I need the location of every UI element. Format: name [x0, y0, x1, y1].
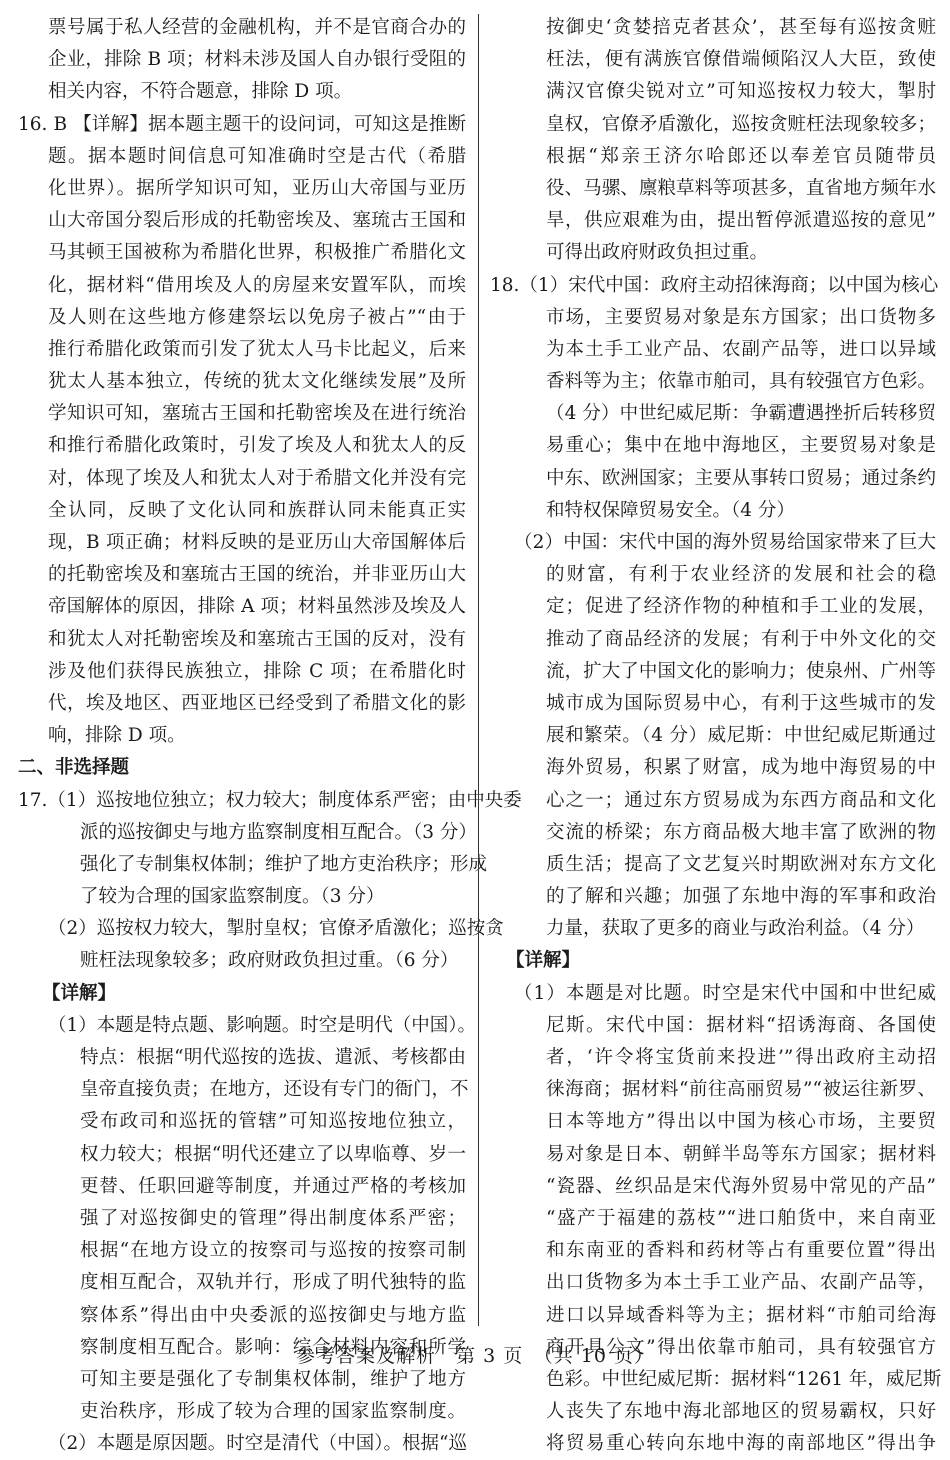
text-line: 化，据材料“借用埃及人的房屋来安置军队，而埃: [48, 274, 466, 296]
text-line: 推动了商品经济的发展；有利于中外文化的交: [546, 628, 936, 650]
text-line: 特点：根据“明代巡按的选拔、遣派、考核都由: [80, 1047, 466, 1068]
text-line: 察体系”得出由中央委派的巡按御史与地方监: [80, 1304, 466, 1326]
text-line: 【详解】: [42, 982, 117, 1004]
text-line: 皇权，官僚矛盾激化，巡按贪赃枉法现象较多；: [546, 113, 936, 135]
text-line: 枉法，便有满族官僚借端倾陷汉人大臣，致使: [546, 49, 936, 71]
text-line: 17.（1）巡按地位独立；权力较大；制度体系严密；由中央委: [18, 789, 522, 811]
text-line: 马其顿王国被称为希腊化世界，积极推广希腊化文: [48, 242, 466, 264]
text-line: 海外贸易，积累了财富，成为地中海贸易的中: [546, 757, 936, 779]
text-line: 展和繁荣。（4 分）威尼斯：中世纪威尼斯通过: [546, 725, 936, 747]
text-line: 帝国解体的原因，排除 A 项；材料虽然涉及埃及人: [48, 596, 466, 618]
text-line: 力量，获取了更多的商业与政治利益。（4 分）: [546, 918, 925, 940]
text-line: 企业，排除 B 项；材料未涉及国人自办银行受阻的: [48, 49, 466, 71]
text-line: 流，扩大了中国文化的影响力；使泉州、广州等: [546, 660, 936, 682]
text-line: 的了解和兴趣；加强了东地中海的军事和政治: [546, 886, 936, 908]
text-line: 犹太人基本独立，传统的犹太文化继续发展”及所: [48, 371, 466, 393]
text-line: 心之一；通过东方贸易成为东西方商品和文化: [546, 789, 936, 811]
text-line: 察制度相互配合。影响：综合材料内容和所学: [80, 1336, 466, 1358]
text-line: 易对象是日本、朝鲜半岛等东方国家；据材料: [546, 1143, 936, 1165]
text-line: “瓷器、丝织品是宋代海外贸易中常见的产品”: [546, 1175, 936, 1197]
text-line: 涉及他们获得民族独立，排除 C 项；在希腊化时: [48, 660, 466, 682]
text-line: 代，埃及地区、西亚地区已经受到了希腊文化的影: [48, 692, 466, 714]
text-line: 更替、任职回避等制度，并通过严格的考核加: [80, 1175, 466, 1197]
text-line: 响，排除 D 项。: [48, 725, 186, 747]
text-line: （2）巡按权力较大，掣肘皇权；官僚矛盾激化；巡按贪: [48, 918, 504, 940]
text-line: 日本等地方”得出以中国为核心市场，主要贸: [546, 1111, 936, 1133]
text-line: 尼斯。宋代中国：据材料“招诱海商、各国使: [546, 1014, 936, 1036]
text-line: 赃枉法现象较多；政府财政负担过重。（6 分）: [80, 950, 459, 972]
text-line: 山大帝国分裂后形成的托勒密埃及、塞琉古王国和: [48, 210, 466, 232]
text-line: 和特权保障贸易安全。（4 分）: [546, 499, 795, 521]
text-line: 现，B 项正确；材料反映的是亚历山大帝国解体后: [48, 532, 466, 553]
text-line: 二、非选择题: [18, 757, 130, 779]
text-line: 皇帝直接负责；在地方，还设有专门的衙门，不: [80, 1079, 469, 1101]
right-column: [490, 12, 942, 1460]
text-line: 化世界）。据所学知识可知，亚历山大帝国与亚历: [48, 177, 466, 199]
text-line: 强化了专制集权体制；维护了地方吏治秩序；形成: [80, 853, 488, 875]
text-line: 中东、欧洲国家；主要从事转口贸易；通过条约: [546, 467, 936, 489]
text-line: （1）本题是特点题、影响题。时空是明代（中国）。: [48, 1014, 477, 1036]
text-line: 对，体现了埃及人和犹太人对于希腊文化并没有完: [48, 467, 466, 489]
text-line: 【详解】: [506, 950, 581, 972]
text-line: 18.（1）宋代中国：政府主动招徕海商；以中国为核心: [490, 274, 939, 296]
text-line: 役、马骡、廪粮草料等项甚多，直省地方频年水: [546, 177, 936, 199]
text-line: 商开具公文”得出依靠市舶司，具有较强官方: [546, 1336, 936, 1358]
text-line: 和犹太人对托勒密埃及和塞琉古王国的反对，没有: [48, 628, 466, 650]
text-line: 学知识可知，塞琉古王国和托勒密埃及在进行统治: [48, 403, 466, 425]
text-line: 票号属于私人经营的金融机构，并不是官商合办的: [48, 17, 466, 38]
text-line: 和东南亚的香料和药材等占有重要位置”得出: [546, 1240, 936, 1262]
text-line: 为本土手工业产品、农副产品等，进口以异域: [546, 338, 936, 360]
text-line: 了较为合理的国家监察制度。（3 分）: [80, 886, 385, 908]
text-line: 强了对巡按御史的管理”得出制度体系严密；: [80, 1207, 466, 1229]
text-line: 全认同，反映了文化认同和族群认同未能真正实: [48, 499, 466, 521]
text-line: 相关内容，不符合题意，排除 D 项。: [48, 81, 353, 103]
text-line: 质生活；提高了文艺复兴时期欧洲对东方文化: [546, 853, 936, 875]
text-line: 色彩。中世纪威尼斯：据材料“1261 年，威尼斯: [546, 1368, 942, 1390]
text-line: 及人则在这些地方修建祭坛以免房子被占”“由于: [48, 306, 466, 328]
text-line: 香料等为主；依靠市舶司，具有较强官方色彩。: [546, 371, 936, 393]
text-line: 度相互配合，双轨并行，形成了明代独特的监: [80, 1272, 466, 1294]
text-line: 交流的桥梁；东方商品极大地丰富了欧洲的物: [546, 821, 936, 843]
text-line: “盛产于福建的荔枝”“进口舶货中，来自南亚: [546, 1207, 936, 1229]
text-line: 人丧失了东地中海北部地区的贸易霸权，只好: [546, 1401, 936, 1423]
text-line: 16. B 【详解】据本题主题干的设问词，可知这是推断: [18, 113, 466, 135]
text-line: 可得出政府财政负担过重。: [546, 242, 769, 264]
text-line: 将贸易重心转向东地中海的南部地区”得出争: [546, 1433, 936, 1455]
text-line: 旱，供应艰难为由，提出暂停派遣巡按的意见”: [546, 210, 936, 232]
text-line: 出口货物多为本土手工业产品、农副产品等，: [546, 1272, 936, 1294]
text-line: 易重心；集中在地中海地区，主要贸易对象是: [546, 435, 936, 457]
text-line: 权力较大；根据“明代还建立了以卑临尊、岁一: [80, 1143, 466, 1165]
text-line: 根据“郑亲王济尔哈郎还以奉差官员随带员: [546, 145, 936, 167]
text-line: 徕海商；据材料“前往高丽贸易”“被运往新罗、: [546, 1079, 936, 1101]
text-line: 按御史‘贪婪掊克者甚众’，甚至每有巡按贪赃: [546, 17, 936, 38]
text-line: 推行希腊化政策而引发了犹太人马卡比起义，后来: [48, 338, 466, 360]
text-line: 受布政司和巡抚的管辖”可知巡按地位独立，: [80, 1111, 466, 1133]
column-divider: [478, 14, 479, 1326]
text-line: （1）本题是对比题。时空是宋代中国和中世纪威: [514, 982, 936, 1004]
text-line: （4 分）中世纪威尼斯：争霸遭遇挫折后转移贸: [546, 403, 936, 425]
text-line: 吏治秩序，形成了较为合理的国家监察制度。: [80, 1401, 466, 1423]
text-line: 定；促进了经济作物的种植和手工业的发展，: [546, 596, 936, 618]
page-footer: 参考答案及解析 第 3 页 （共 10 页）: [296, 1345, 654, 1367]
text-line: 的托勒密埃及和塞琉古王国的统治，并非亚历山大: [48, 564, 466, 586]
text-line: 根据“在地方设立的按察司与巡按的按察司制: [80, 1240, 466, 1262]
text-line: （2）本题是原因题。时空是清代（中国）。根据“巡: [48, 1433, 467, 1455]
text-line: 满汉官僚尖锐对立”可知巡按权力较大，掣肘: [546, 81, 936, 103]
text-line: 的财富，有利于农业经济的发展和社会的稳: [546, 564, 936, 586]
text-line: 和推行希腊化政策时，引发了埃及人和犹太人的反: [48, 435, 466, 457]
text-line: （2）中国：宋代中国的海外贸易给国家带来了巨大: [514, 532, 936, 553]
text-line: 可知主要是强化了专制集权体制，维护了地方: [80, 1368, 466, 1390]
text-line: 题。据本题时间信息可知准确时空是古代（希腊: [48, 145, 466, 167]
text-line: 城市成为国际贸易中心，有利于这些城市的发: [546, 692, 936, 714]
text-line: 派的巡按御史与地方监察制度相互配合。（3 分）: [80, 821, 477, 843]
text-line: 市场，主要贸易对象是东方国家；出口货物多: [546, 306, 936, 328]
text-line: 进口以异域香料等为主；据材料“市舶司给海: [546, 1304, 936, 1326]
text-line: 者，‘许令将宝货前来投进’”得出政府主动招: [546, 1047, 936, 1068]
